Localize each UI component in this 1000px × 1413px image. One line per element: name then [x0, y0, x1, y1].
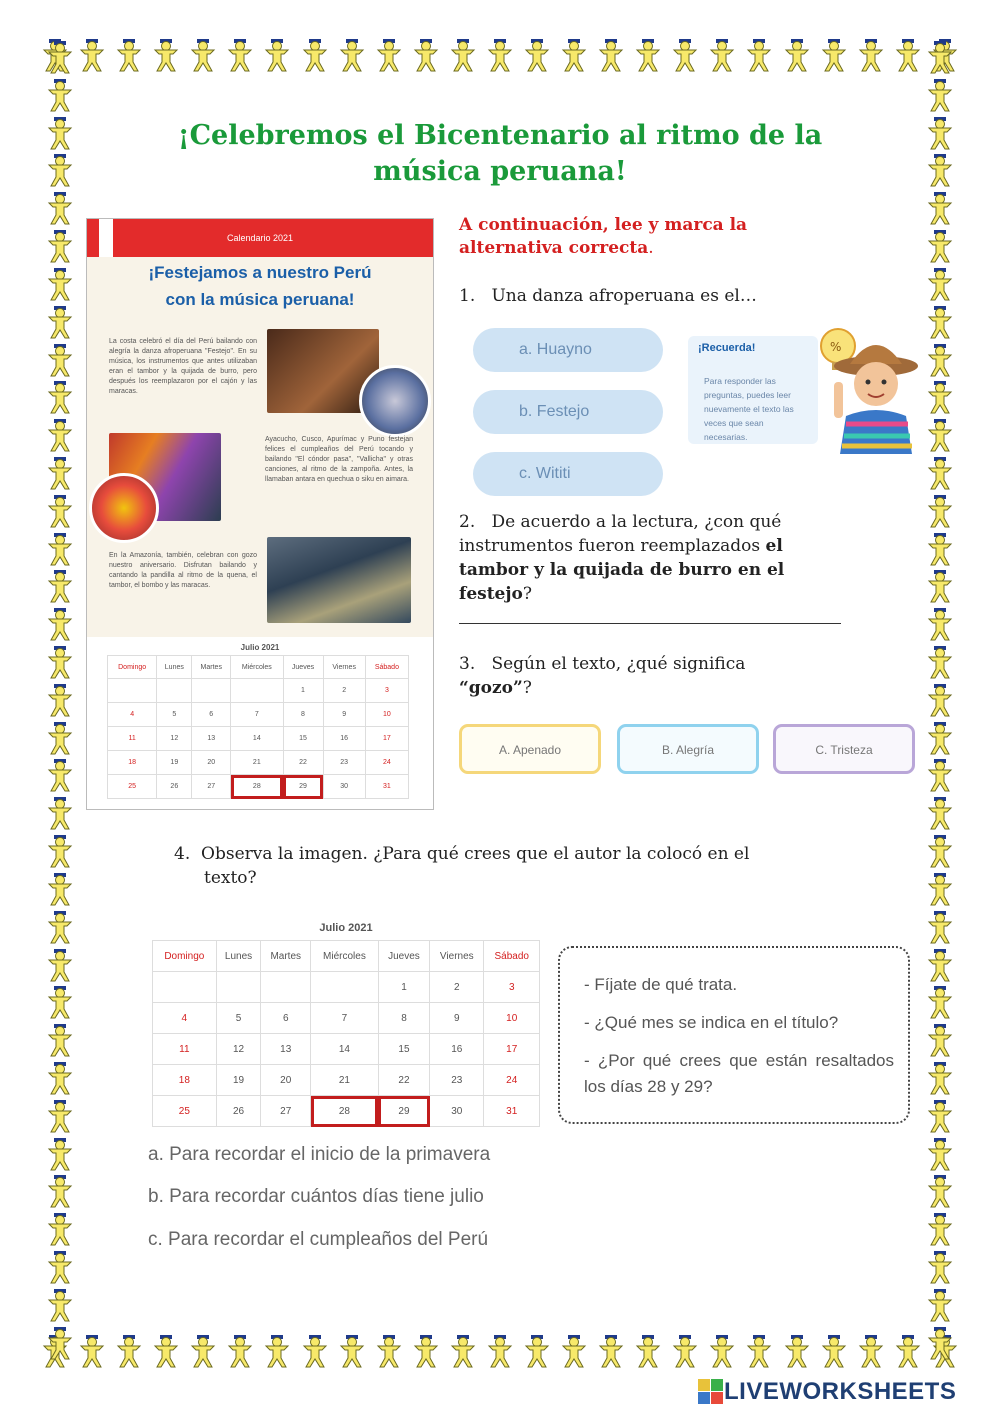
border-figure-icon — [45, 1023, 75, 1057]
border-figure-icon — [45, 229, 75, 263]
border-figure-icon — [114, 38, 144, 72]
border-figure-icon — [45, 40, 75, 74]
calendar-day-cell: 8 — [283, 703, 323, 727]
large-calendar-grid — [152, 940, 540, 1127]
calendar-day-cell: 18 — [108, 751, 157, 775]
border-figure-icon — [45, 910, 75, 944]
question-1 — [459, 284, 757, 308]
border-figure-icon — [925, 1250, 955, 1284]
q3-text: Según el texto, ¿qué significa — [491, 654, 746, 674]
border-figure-icon — [819, 1334, 849, 1368]
calendar-day-cell: 9 — [323, 703, 365, 727]
instructions: A continuación, lee y marca la alternativa correcta. — [459, 214, 839, 260]
calendar-day-header: Sábado — [484, 941, 540, 972]
calendar-week-row — [108, 703, 409, 727]
q2-bold-b: tambor y la quijada de burro en el — [459, 560, 785, 580]
border-figure-icon — [925, 1023, 955, 1057]
border-figure-icon — [925, 191, 955, 225]
border-figure-icon — [925, 305, 955, 339]
border-figure-icon — [114, 1334, 144, 1368]
calendar-day-cell: 10 — [365, 703, 408, 727]
border-figure-icon — [925, 796, 955, 830]
reading-title-line2: con la música peruana! — [165, 290, 355, 309]
border-figure-icon — [45, 305, 75, 339]
small-calendar-grid — [107, 655, 409, 799]
svg-text:%: % — [830, 340, 842, 354]
border-figure-icon — [45, 683, 75, 717]
border-figure-icon — [45, 1174, 75, 1208]
border-figure-icon — [707, 1334, 737, 1368]
q1-text: Una danza afroperuana es el… — [491, 286, 757, 306]
border-figure-icon — [925, 494, 955, 528]
border-figure-icon — [45, 1099, 75, 1133]
q3-end: ? — [522, 678, 532, 698]
calendar-day-cell: 24 — [365, 751, 408, 775]
calendar-day-header: Lunes — [157, 656, 192, 679]
calendar-day-cell: 15 — [378, 1034, 429, 1065]
border-figure-icon — [925, 380, 955, 414]
calendar-day-cell: 12 — [157, 727, 192, 751]
instructions-line1: A continuación, lee y marca la — [459, 215, 748, 235]
border-figure-icon — [45, 834, 75, 868]
border-figure-icon — [744, 38, 774, 72]
border-figure-icon — [925, 569, 955, 603]
border-figure-icon — [45, 494, 75, 528]
q3-option-c[interactable]: C. Tristeza — [773, 724, 915, 774]
border-figure-icon — [45, 569, 75, 603]
calendar-day-cell: 3 — [365, 679, 408, 703]
border-figure-icon — [485, 38, 515, 72]
large-calendar-title: Julio 2021 — [319, 922, 373, 934]
tip-2: - ¿Qué mes se indica en el título? — [584, 1013, 839, 1032]
border-figure-icon — [925, 1326, 955, 1360]
q1-option-a[interactable]: a. Huayno — [473, 328, 663, 372]
calendar-day-cell: 10 — [484, 1003, 540, 1034]
calendar-week-row — [153, 972, 540, 1003]
calendar-day-cell: 13 — [192, 727, 231, 751]
q2-bold-a: el — [765, 536, 783, 556]
q1-option-c[interactable]: c. Wititi — [473, 452, 663, 496]
calendar-day-cell — [192, 679, 231, 703]
calendar-day-cell: 28 — [311, 1096, 379, 1127]
border-figure-icon — [596, 1334, 626, 1368]
border-figure-icon — [262, 38, 292, 72]
reading-paragraph-andes: Ayacucho, Cusco, Apurímac y Puno festejan felices el cumpleaños del Perú tocando y bailando "El cóndor pasa", "Vallicha" y otras canciones, al ritmo de la zampoña. Antes, la llamaban antara en quechua o siku en aimara. — [265, 436, 413, 483]
q2-text-a: De acuerdo a la lectura, ¿con qué — [491, 512, 782, 532]
photo-amazon-musicians — [267, 537, 411, 623]
border-figure-icon — [925, 872, 955, 906]
border-figure-icon — [45, 153, 75, 187]
calendar-week-row — [153, 1065, 540, 1096]
border-figure-icon — [925, 78, 955, 112]
calendar-day-header: Miércoles — [311, 941, 379, 972]
q2-end: ? — [522, 584, 532, 604]
border-figure-icon — [925, 607, 955, 641]
reminder-box — [688, 336, 818, 444]
border-figure-icon — [300, 38, 330, 72]
border-figure-icon — [670, 38, 700, 72]
calendar-day-cell: 17 — [484, 1034, 540, 1065]
photo-andean-circle — [89, 473, 159, 543]
calendar-day-cell: 29 — [283, 775, 323, 799]
calendar-day-cell: 4 — [108, 703, 157, 727]
tip-1: - Fíjate de qué trata. — [584, 975, 738, 994]
border-figure-icon — [485, 1334, 515, 1368]
border-figure-icon — [45, 116, 75, 150]
question-3 — [459, 652, 849, 700]
calendar-day-cell: 12 — [216, 1034, 261, 1065]
calendar-day-cell — [157, 679, 192, 703]
calendar-day-header: Sábado — [365, 656, 408, 679]
calendar-day-cell: 31 — [365, 775, 408, 799]
border-figure-icon — [925, 1137, 955, 1171]
calendar-day-cell — [311, 972, 379, 1003]
calendar-header-row — [153, 941, 540, 972]
border-figure-icon — [45, 796, 75, 830]
calendar-day-cell: 25 — [153, 1096, 217, 1127]
liveworksheets-logo[interactable] — [698, 1378, 956, 1406]
calendar-day-header: Jueves — [378, 941, 429, 972]
calendar-day-cell: 27 — [261, 1096, 311, 1127]
border-figure-icon — [596, 38, 626, 72]
calendar-day-cell: 4 — [153, 1003, 217, 1034]
lw-logo-icon — [698, 1379, 724, 1405]
calendar-day-cell: 6 — [192, 703, 231, 727]
calendar-day-cell: 19 — [216, 1065, 261, 1096]
border-figure-icon — [45, 1288, 75, 1322]
border-figure-icon — [925, 910, 955, 944]
calendar-day-cell: 29 — [378, 1096, 429, 1127]
border-figure-icon — [45, 532, 75, 566]
border-figure-icon — [151, 1334, 181, 1368]
q1-option-b[interactable]: b. Festejo — [473, 390, 663, 434]
calendar-day-cell: 20 — [261, 1065, 311, 1096]
border-figure-icon — [300, 1334, 330, 1368]
border-figure-icon — [782, 38, 812, 72]
calendar-day-cell: 20 — [192, 751, 231, 775]
calendar-day-header: Domingo — [108, 656, 157, 679]
q4-option-b[interactable]: b. Para recordar cuántos días tiene julio — [148, 1186, 484, 1207]
calendar-day-cell — [153, 972, 217, 1003]
photo-dancers-circle — [359, 365, 431, 437]
border-figure-icon — [925, 532, 955, 566]
calendar-day-cell: 5 — [157, 703, 192, 727]
border-figure-icon — [522, 38, 552, 72]
calendar-day-cell: 26 — [157, 775, 192, 799]
border-figure-icon — [77, 38, 107, 72]
calendar-header-row — [108, 656, 409, 679]
border-figure-icon — [45, 1212, 75, 1246]
border-figure-icon — [856, 1334, 886, 1368]
border-figure-icon — [45, 645, 75, 679]
calendar-day-cell: 15 — [283, 727, 323, 751]
calendar-day-cell: 18 — [153, 1065, 217, 1096]
calendar-day-cell: 22 — [283, 751, 323, 775]
border-figure-icon — [925, 418, 955, 452]
calendar-week-row — [108, 679, 409, 703]
calendar-day-cell: 6 — [261, 1003, 311, 1034]
border-figure-icon — [45, 1061, 75, 1095]
calendar-day-header: Domingo — [153, 941, 217, 972]
border-figure-icon — [45, 1250, 75, 1284]
border-figure-icon — [925, 1212, 955, 1246]
border-figure-icon — [225, 1334, 255, 1368]
page-title — [120, 118, 880, 190]
border-figure-icon — [45, 607, 75, 641]
border-figure-icon — [925, 229, 955, 263]
calendar-day-cell: 14 — [231, 727, 283, 751]
q4-text-line1: Observa la imagen. ¿Para qué crees que el autor la colocó en el — [201, 844, 750, 864]
border-figure-icon — [925, 267, 955, 301]
reading-calendar — [87, 637, 433, 809]
border-figure-icon — [374, 38, 404, 72]
child-illustration — [816, 324, 922, 464]
q4-text-line2: texto? — [204, 868, 257, 888]
q4-option-a[interactable]: a. Para recordar el inicio de la primavera — [148, 1144, 491, 1165]
title-line2: música peruana! — [373, 156, 627, 187]
border-figure-icon — [925, 948, 955, 982]
calendar-day-header: Viernes — [323, 656, 365, 679]
border-figure-icon — [670, 1334, 700, 1368]
calendar-day-header: Miércoles — [231, 656, 283, 679]
q4-number: 4. — [174, 844, 191, 864]
border-figure-icon — [45, 1137, 75, 1171]
calendar-day-cell: 21 — [311, 1065, 379, 1096]
border-figure-icon — [707, 38, 737, 72]
border-figure-icon — [411, 1334, 441, 1368]
calendar-day-cell: 1 — [378, 972, 429, 1003]
border-figure-icon — [925, 1099, 955, 1133]
calendar-week-row — [108, 751, 409, 775]
calendar-day-header: Martes — [261, 941, 311, 972]
q1-number: 1. — [459, 286, 476, 306]
border-figure-icon — [925, 153, 955, 187]
question-2 — [459, 510, 849, 606]
calendar-day-cell: 14 — [311, 1034, 379, 1065]
border-figure-icon — [374, 1334, 404, 1368]
border-figure-icon — [45, 985, 75, 1019]
question-4 — [174, 842, 854, 890]
reading-paragraph-amazon: En la Amazonía, también, celebran con gozo nuestro aniversario. Disfrutan bailando y cantando la pandilla al ritmo de la quena, el tambor, el bombo y las maracas. — [109, 552, 257, 589]
calendar-day-cell: 30 — [323, 775, 365, 799]
instructions-line2: alternativa correcta — [459, 238, 649, 258]
calendar-day-header: Martes — [192, 656, 231, 679]
border-figure-icon — [77, 1334, 107, 1368]
border-figure-icon — [925, 985, 955, 1019]
calendar-week-row — [153, 1034, 540, 1065]
border-figure-icon — [225, 38, 255, 72]
calendar-day-header: Jueves — [283, 656, 323, 679]
border-figure-icon — [856, 38, 886, 72]
calendar-day-cell: 1 — [283, 679, 323, 703]
reading-page-image — [86, 218, 434, 810]
calendar-day-cell: 8 — [378, 1003, 429, 1034]
calendar-day-cell — [216, 972, 261, 1003]
border-figure-icon — [262, 1334, 292, 1368]
border-figure-icon — [151, 38, 181, 72]
q3-option-a[interactable]: A. Apenado — [459, 724, 601, 774]
calendar-day-cell — [108, 679, 157, 703]
q2-text-b: instrumentos fueron reemplazados — [459, 536, 761, 556]
calendar-day-cell: 17 — [365, 727, 408, 751]
calendar-day-cell: 22 — [378, 1065, 429, 1096]
calendar-day-cell: 7 — [231, 703, 283, 727]
border-figure-icon — [925, 343, 955, 377]
reminder-body: Para responder las preguntas, puedes leer nuevamente el texto las veces que sean necesarias. — [704, 376, 794, 442]
reading-paragraph-coast: La costa celebró el día del Perú bailando con alegría la danza afroperuana "Festejo". En su música, los instrumentos que antes utilizaban eran el tambor y la quijada de burro, pero después los reemplazaron por el cajón y las maracas. — [109, 338, 257, 395]
border-figure-icon — [45, 380, 75, 414]
calendar-day-cell — [231, 679, 283, 703]
calendar-label: Calendario 2021 — [226, 233, 294, 243]
calendar-day-cell: 5 — [216, 1003, 261, 1034]
q3-number: 3. — [459, 654, 476, 674]
reading-title-line1: ¡Festejamos a nuestro Perú — [148, 263, 372, 282]
border-figure-icon — [448, 1334, 478, 1368]
calendar-day-header: Lunes — [216, 941, 261, 972]
border-figure-icon — [893, 1334, 923, 1368]
border-figure-icon — [45, 456, 75, 490]
border-figure-icon — [925, 1061, 955, 1095]
calendar-day-cell: 13 — [261, 1034, 311, 1065]
calendar-day-cell: 24 — [484, 1065, 540, 1096]
border-figure-icon — [45, 948, 75, 982]
border-figure-icon — [925, 1174, 955, 1208]
border-figure-icon — [45, 758, 75, 792]
border-figure-icon — [45, 78, 75, 112]
border-figure-icon — [893, 38, 923, 72]
border-figure-icon — [925, 1288, 955, 1322]
border-figure-icon — [925, 116, 955, 150]
q2-number: 2. — [459, 512, 476, 532]
calendar-day-cell: 7 — [311, 1003, 379, 1034]
calendar-day-cell: 16 — [323, 727, 365, 751]
border-figure-icon — [925, 456, 955, 490]
calendar-day-header: Viernes — [430, 941, 484, 972]
calendar-week-row — [108, 727, 409, 751]
border-figure-icon — [925, 683, 955, 717]
q4-option-c[interactable]: c. Para recordar el cumpleaños del Perú — [148, 1229, 489, 1250]
border-figure-icon — [45, 872, 75, 906]
calendar-day-cell: 16 — [430, 1034, 484, 1065]
border-right — [920, 40, 960, 1360]
border-figure-icon — [45, 343, 75, 377]
border-figure-icon — [925, 40, 955, 74]
border-figure-icon — [925, 721, 955, 755]
calendar-day-cell: 2 — [430, 972, 484, 1003]
border-figure-icon — [925, 834, 955, 868]
tips-box — [558, 946, 910, 1124]
border-figure-icon — [411, 38, 441, 72]
border-figure-icon — [337, 38, 367, 72]
q3-bold: “gozo” — [459, 678, 523, 698]
border-figure-icon — [925, 758, 955, 792]
calendar-day-cell: 19 — [157, 751, 192, 775]
calendar-day-cell: 23 — [323, 751, 365, 775]
calendar-day-cell: 27 — [192, 775, 231, 799]
calendar-day-cell: 11 — [108, 727, 157, 751]
q2-answer-line[interactable] — [459, 623, 841, 624]
border-figure-icon — [559, 1334, 589, 1368]
border-figure-icon — [522, 1334, 552, 1368]
calendar-day-cell: 28 — [231, 775, 283, 799]
reminder-title: ¡Recuerda! — [698, 342, 756, 354]
border-figure-icon — [633, 38, 663, 72]
calendar-day-cell: 11 — [153, 1034, 217, 1065]
calendar-day-cell: 2 — [323, 679, 365, 703]
border-figure-icon — [45, 1326, 75, 1360]
border-figure-icon — [819, 38, 849, 72]
calendar-week-row — [153, 1003, 540, 1034]
border-figure-icon — [337, 1334, 367, 1368]
calendar-day-cell: 9 — [430, 1003, 484, 1034]
border-figure-icon — [559, 38, 589, 72]
calendar-day-cell: 30 — [430, 1096, 484, 1127]
border-figure-icon — [925, 645, 955, 679]
border-figure-icon — [188, 1334, 218, 1368]
border-figure-icon — [782, 1334, 812, 1368]
calendar-day-cell: 23 — [430, 1065, 484, 1096]
calendar-day-cell — [261, 972, 311, 1003]
border-top — [40, 38, 960, 78]
q2-bold-c: festejo — [459, 584, 523, 604]
calendar-day-cell: 25 — [108, 775, 157, 799]
calendar-week-row — [153, 1096, 540, 1127]
title-line1: ¡Celebremos el Bicentenario al ritmo de la — [177, 120, 823, 151]
border-left — [40, 40, 80, 1360]
border-figure-icon — [633, 1334, 663, 1368]
border-bottom — [40, 1334, 960, 1374]
border-figure-icon — [45, 418, 75, 452]
calendar-week-row — [108, 775, 409, 799]
border-figure-icon — [45, 721, 75, 755]
tip-3: - ¿Por qué crees que están resaltados los días 28 y 29? — [584, 1051, 894, 1096]
calendar-day-cell: 26 — [216, 1096, 261, 1127]
calendar-day-cell: 21 — [231, 751, 283, 775]
border-figure-icon — [45, 191, 75, 225]
lw-logo-text: LIVEWORKSHEETS — [724, 1378, 957, 1405]
calendar-day-cell: 3 — [484, 972, 540, 1003]
calendar-day-cell: 31 — [484, 1096, 540, 1127]
border-figure-icon — [448, 38, 478, 72]
border-figure-icon — [188, 38, 218, 72]
border-figure-icon — [45, 267, 75, 301]
small-calendar-title: Julio 2021 — [240, 643, 280, 652]
q3-option-b[interactable]: B. Alegría — [617, 724, 759, 774]
reading-title — [107, 259, 413, 313]
border-figure-icon — [744, 1334, 774, 1368]
